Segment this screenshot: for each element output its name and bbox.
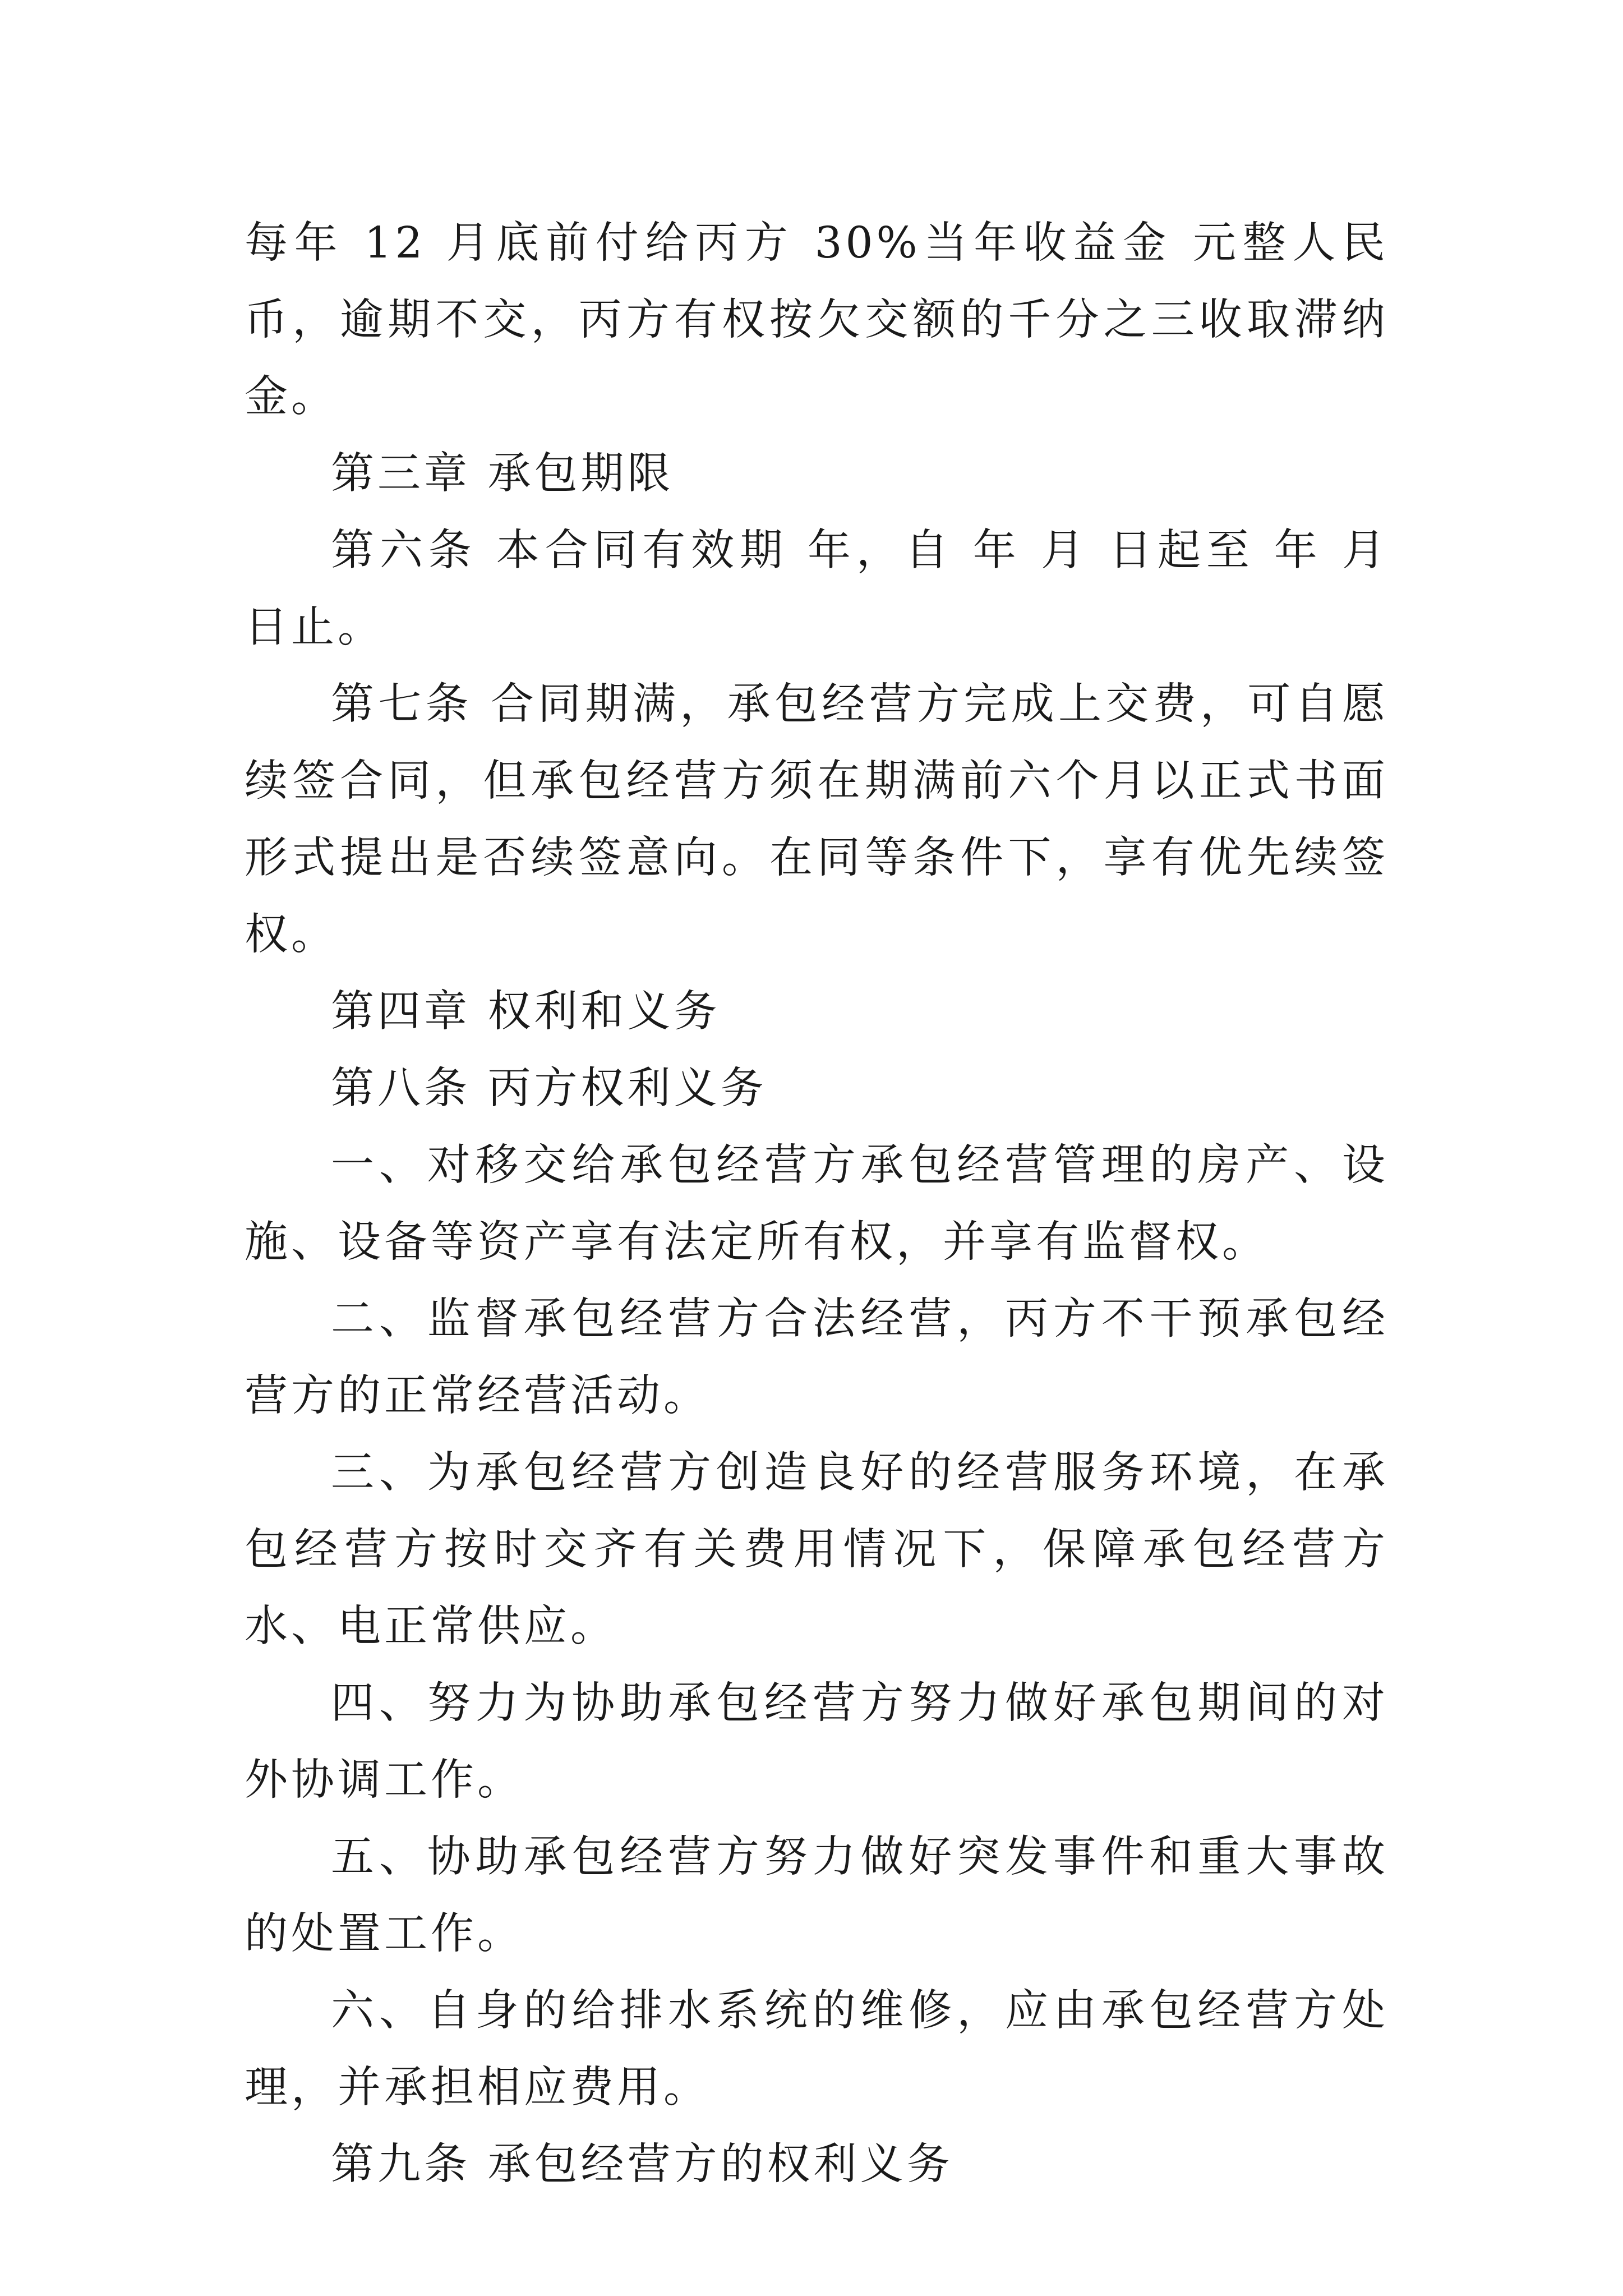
paragraph-article-7: 第七条 合同期满，承包经营方完成上交费，可自愿续签合同，但承包经营方须在期满前六个月以正式书面形式提出是否续签意向。在同等条件下，享有优先续签权。 [245, 679, 1389, 960]
heading-article-9: 第九条 承包经营方的权利义务 [331, 2139, 953, 2189]
list-item-5: 五、协助承包经营方努力做好突发事件和重大事故的处置工作。 [245, 1832, 1389, 1959]
paragraph-article-6: 第六条 本合同有效期 年，自 年 月 日起至 年 月 日止。 [245, 526, 1389, 652]
heading-chapter-3: 第三章 承包期限 [331, 449, 674, 499]
list-item-1: 一、对移交给承包经营方承包经营管理的房产、设施、设备等资产享有法定所有权，并享有监督权。 [245, 1140, 1389, 1267]
heading-article-8: 第八条 丙方权利义务 [331, 1064, 767, 1114]
list-item-3: 三、为承包经营方创造良好的经营服务环境，在承包经营方按时交齐有关费用情况下，保障承包经营方水、电正常供应。 [245, 1448, 1389, 1651]
list-item-2: 二、监督承包经营方合法经营，丙方不干预承包经营方的正常经营活动。 [245, 1294, 1389, 1421]
list-item-4: 四、努力为协助承包经营方努力做好承包期间的对外协调工作。 [245, 1678, 1389, 1805]
heading-chapter-4: 第四章 权利和义务 [331, 987, 721, 1037]
document-body [245, 205, 1389, 2203]
paragraph-payment-terms: 每年 12 月底前付给丙方 30%当年收益金 元整人民币，逾期不交，丙方有权按欠交额的千分之三收取滞纳金。 [245, 218, 1389, 422]
list-item-6: 六、自身的给排水系统的维修，应由承包经营方处理，并承担相应费用。 [245, 1986, 1389, 2113]
